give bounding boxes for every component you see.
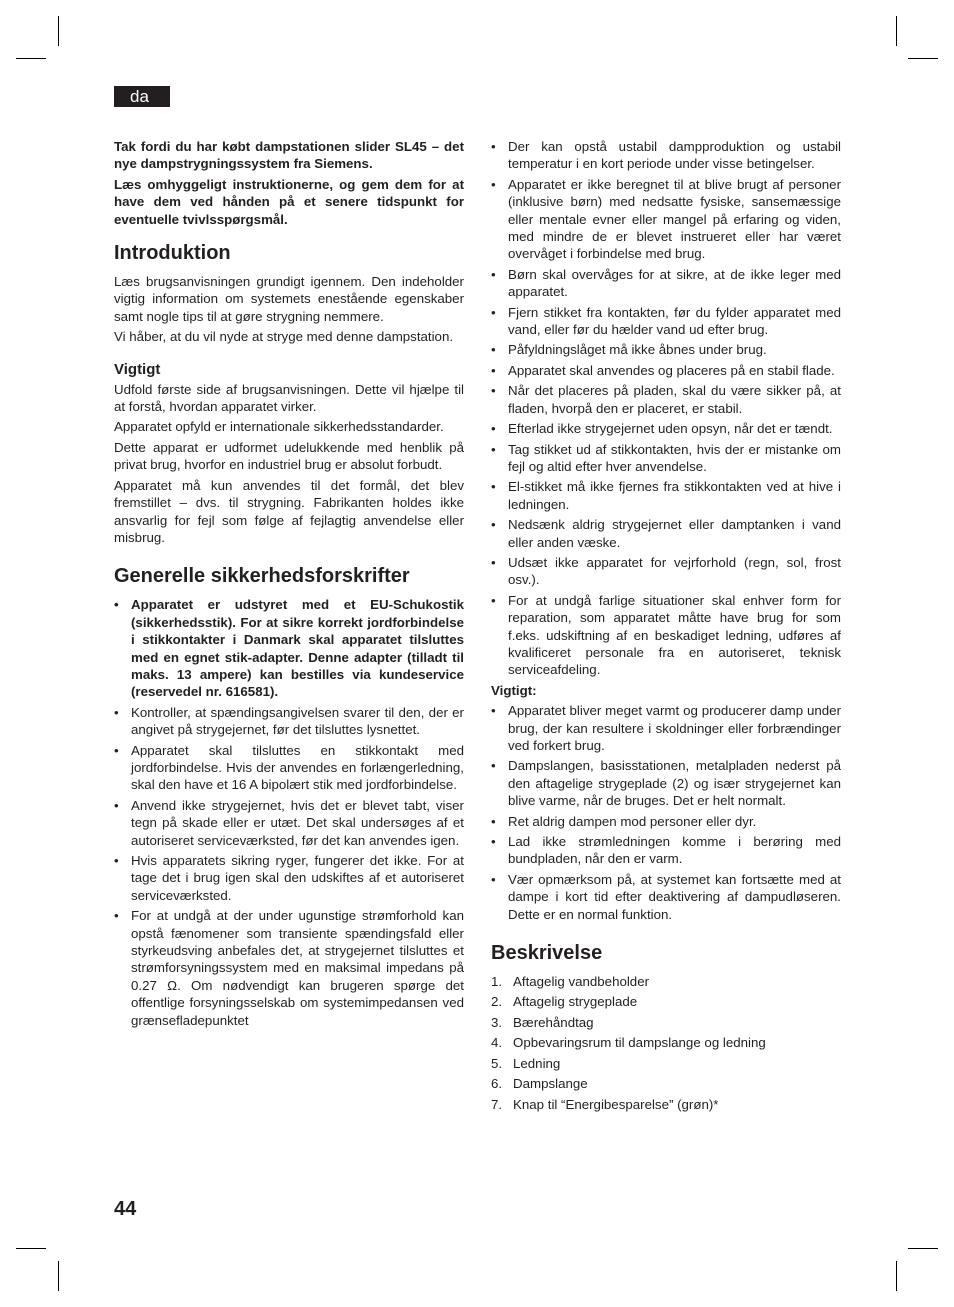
list-item: • Fjern stikket fra kontakten, før du fylder apparatet med vand, eller før du hælder vand ud efter brug.	[491, 304, 841, 338]
crop-mark	[58, 1261, 59, 1291]
list-item: 4. Opbevaringsrum til dampslange og ledning	[491, 1035, 766, 1051]
warning-list	[491, 702, 841, 923]
list-item: • Påfyldningslåget må ikke åbnes under brug.	[491, 342, 767, 358]
list-item: • Tag stikket ud af stikkontakten, hvis der er mistanke om fejl og altid efter hver anvendelse.	[491, 441, 841, 474]
list-item: • El-stikket må ikke fjernes fra stikkontakten ved at hive i ledningen.	[491, 479, 841, 512]
crop-mark	[908, 1248, 938, 1249]
language-tab: da	[114, 86, 170, 107]
right-column	[491, 138, 841, 1116]
list-item: 2. Aftagelig strygeplade	[491, 994, 638, 1010]
list-item: • Apparatet skal tilsluttes en stikkontakt med jordforbindelse. Hvis der anvendes en forlængerledning, skal den have et 16 A bipolært stik med jordforbindelse.	[114, 742, 464, 793]
intro-section	[114, 138, 464, 228]
safety-list	[114, 596, 464, 1029]
vigtigt-heading: Vigtigt	[114, 360, 161, 378]
body-paragraph: Vi håber, at du vil nyde at stryge med denne dampstation.	[114, 329, 454, 345]
body-paragraph: Dette apparat er udformet udelukkende med henblik på privat brug, hvorfor en industriel brug er absolut forbudt.	[114, 439, 464, 473]
list-item: 1. Aftagelig vandbeholder	[491, 974, 650, 990]
list-item: • Kontroller, at spændingsangivelsen svarer til den, der er angivet på strygejernet, før det tilsluttes lysnettet.	[114, 704, 464, 738]
list-item: • Vær opmærksom på, at systemet kan fortsætte med at dampe i kort tid efter deaktivering af dampudløseren. Dette er en normal funktion.	[491, 871, 841, 922]
body-paragraph: Apparatet opfyld er internationale sikkerhedsstandarder.	[114, 419, 444, 435]
safety-list-continued	[491, 138, 841, 679]
crop-mark	[58, 16, 59, 46]
page-number: 44	[114, 1198, 137, 1220]
intro-paragraph: Læs omhyggeligt instruktionerne, og gem dem for at have dem ved hånden på et senere tidspunkt for eventuelle tvivlsspørgsmål.	[114, 176, 464, 227]
list-item: • Apparatet skal anvendes og placeres på en stabil flade.	[491, 362, 835, 378]
list-item: • Apparatet bliver meget varmt og producerer damp under brug, der kan resultere i skoldninger eller forbrændinger ved forkert brug.	[491, 703, 841, 753]
list-item: • Ret aldrig dampen mod personer eller dyr.	[491, 813, 757, 829]
list-item: • Udsæt ikke apparatet for vejrforhold (regn, sol, frost osv.).	[491, 554, 841, 588]
body-paragraph: Udfold første side af brugsanvisningen. Dette vil hjælpe til at forstå, hvordan apparatet virker.	[114, 381, 464, 415]
crop-mark	[16, 1248, 46, 1249]
generelle-heading: Generelle sikkerhedsforskrifter	[114, 565, 410, 588]
list-item: • Når det placeres på pladen, skal du være sikker på, at fladen, hvorpå den er placeret, er stabil.	[491, 383, 841, 416]
crop-mark	[16, 58, 46, 59]
list-item: • Dampslangen, basisstationen, metalpladen nederst på den aftagelige strygeplade (2) og især strygejernet kan blive varme, når de bruges. Det er helt normalt.	[491, 758, 841, 809]
beskrivelse-heading: Beskrivelse	[491, 942, 603, 965]
list-item: • Lad ikke strømledningen komme i berøring med bundpladen, når den er varm.	[491, 834, 841, 867]
list-item: • Nedsænk aldrig strygejernet eller damptanken i vand eller anden væske.	[491, 517, 841, 550]
list-item: 6. Dampslange	[491, 1076, 588, 1092]
list-item: 7. Knap til “Energibesparelse” (grøn)*	[491, 1096, 719, 1112]
left-column	[114, 138, 464, 1032]
body-paragraph: Læs brugsanvisningen grundigt igennem. Den indeholder vigtig information om systemets enestående egenskaber samt nogle tips til at gøre strygning nemmere.	[114, 274, 464, 324]
list-item: • Apparatet er ikke beregnet til at blive brugt af personer (inklusive børn) med nedsatte fysiske, sansemæssige eller mentale evner eller mangel på erfaring og viden, med mindre de er blevet instrueret eller har været overvåget i forbindelse med brug.	[491, 176, 841, 262]
list-item: • For at undgå farlige situationer skal enhver form for reparation, som apparatet måtte have brug for som f.eks. udskiftning af en beskadiget ledning, udføres af kvalificeret personale fra en autoriseret, teknisk serviceafdeling.	[491, 592, 841, 678]
crop-mark	[908, 58, 938, 59]
body-paragraph: Apparatet må kun anvendes til det formål, det blev fremstillet – dvs. til strygning. Fabrikanten holdes ikke ansvarlig for fejl som følge af fejlagtig anvendelse eller misbrug.	[114, 477, 464, 545]
list-item: • Der kan opstå ustabil dampproduktion og ustabil temperatur i en kort periode under visse betingelser.	[491, 139, 841, 172]
list-item: 3. Bærehåndtag	[491, 1014, 594, 1030]
list-item: • Apparatet er udstyret med et EU-Schukostik (sikkerhedsstik). For at sikre korrekt jordforbindelse i stikkontakter i Danmark skal apparatet tilsluttes med en egnet stik-adapter. Denne adapter (tilladt til maks. 13 ampere) kan bestilles via kundeservice (reservedel nr. 616581).	[114, 597, 464, 700]
parts-list	[491, 973, 841, 1113]
list-item: 5. Ledning	[491, 1055, 561, 1071]
list-item: • Anvend ikke strygejernet, hvis det er blevet tabt, viser tegn på skade eller er utæt. Det skal undersøges af et autoriseret serviceværksted, før det kan anvendes igen.	[114, 797, 464, 848]
list-item: • For at undgå at der under ugunstige strømforhold kan opstå fænomener som transiente spændingsfald eller styrkeudsving anbefales det, at strygejernet tilsluttes et strømforsyningssystem med en maksimal impedans på 0.27 Ω. Om nødvendigt kan brugeren spørge det offentlige forsyningsselskab om systemimpedansen ved grænsefladepunktet	[114, 908, 464, 1028]
crop-mark	[896, 1261, 897, 1291]
introduktion-heading: Introduktion	[114, 242, 231, 265]
list-item: • Efterlad ikke strygejernet uden opsyn, når det er tændt.	[491, 421, 833, 437]
crop-mark	[896, 16, 897, 46]
vigtigt-label: Vigtigt:	[491, 682, 537, 698]
intro-paragraph: Tak fordi du har købt dampstationen slider SL45 – det nye dampstrygningssystem fra Siemens.	[114, 139, 464, 172]
list-item: • Børn skal overvåges for at sikre, at de ikke leger med apparatet.	[491, 266, 841, 300]
list-item: • Hvis apparatets sikring ryger, fungerer det ikke. For at tage det i brug igen skal den udskiftes af et autoriseret serviceværksted.	[114, 853, 464, 903]
